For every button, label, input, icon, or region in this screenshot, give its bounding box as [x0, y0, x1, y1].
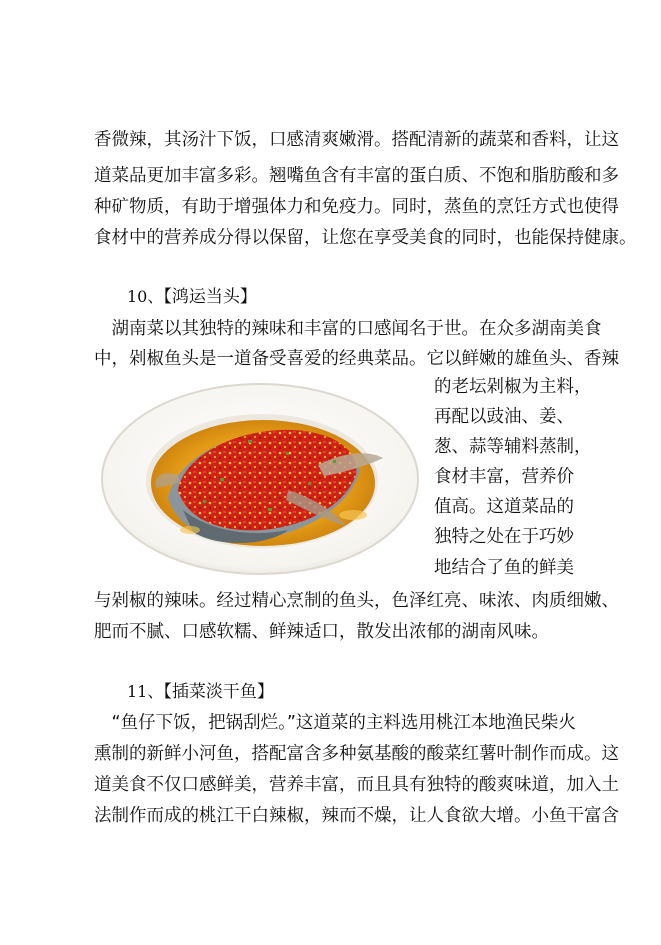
paragraph-line: 香微辣，其汤汁下饭，口感清爽嫩滑。搭配清新的蔬菜和香料，让这 [94, 130, 619, 150]
paragraph-line: 再配以豉油、姜、 [434, 407, 574, 427]
paragraph-line: 道美食不仅口感鲜美，营养丰富，而且具有独特的酸爽味道，加入土 [94, 775, 619, 795]
paragraph-line: 食材丰富，营养价 [434, 467, 574, 487]
paragraph-line: 法制作而成的桃江干白辣椒，辣而不燥，让人食欲大增。小鱼干富含 [94, 806, 619, 826]
paragraph-line: 值高。这道菜品的 [434, 497, 574, 517]
paragraph-line: 地结合了鱼的鲜美 [434, 558, 574, 578]
paragraph-line: 食材中的营养成分得以保留，让您在享受美食的同时，也能保持健康。 [94, 228, 637, 248]
section-heading-10 [127, 285, 257, 309]
section-number: 11、 [127, 682, 164, 701]
section-number: 10、 [127, 287, 164, 306]
paragraph-line: 湖南菜以其独特的辣味和丰富的口感闻名于世。在众多湖南美食 [94, 319, 602, 339]
chopped-chili-fish-head-image [98, 380, 426, 578]
paragraph-line: 与剁椒的辣味。经过精心烹制的鱼头，色泽红亮、味浓、肉质细嫩、 [94, 591, 619, 611]
paragraph-line: 中，剁椒鱼头是一道备受喜爱的经典菜品。它以鲜嫩的雄鱼头、香辣 [94, 349, 619, 369]
section-heading-11 [127, 680, 274, 704]
paragraph-line: 种矿物质，有助于增强体力和免疫力。同时，蒸鱼的烹饪方式也使得 [94, 197, 619, 217]
paragraph-line: 独特之处在于巧妙 [434, 527, 574, 547]
paragraph-line: “鱼仔下饭，把锅刮烂。”这道菜的主料选用桃江本地渔民柴火 [94, 713, 576, 733]
paragraph-line: 道菜品更加丰富多彩。翘嘴鱼含有丰富的蛋白质、不饱和脂肪酸和多 [94, 166, 619, 186]
section-title: 【插菜淡干鱼】 [163, 682, 274, 702]
section-title: 【鸿运当头】 [163, 287, 257, 307]
paragraph-line: 熏制的新鲜小河鱼，搭配富含多种氨基酸的酸菜红薯叶制作而成。这 [94, 744, 619, 764]
paragraph-line: 肥而不腻、口感软糯、鲜辣适口，散发出浓郁的湖南风味。 [94, 622, 549, 642]
paragraph-line: 葱、蒜等辅料蒸制， [434, 437, 592, 457]
paragraph-line: 的老坛剁椒为主料， [434, 377, 592, 397]
